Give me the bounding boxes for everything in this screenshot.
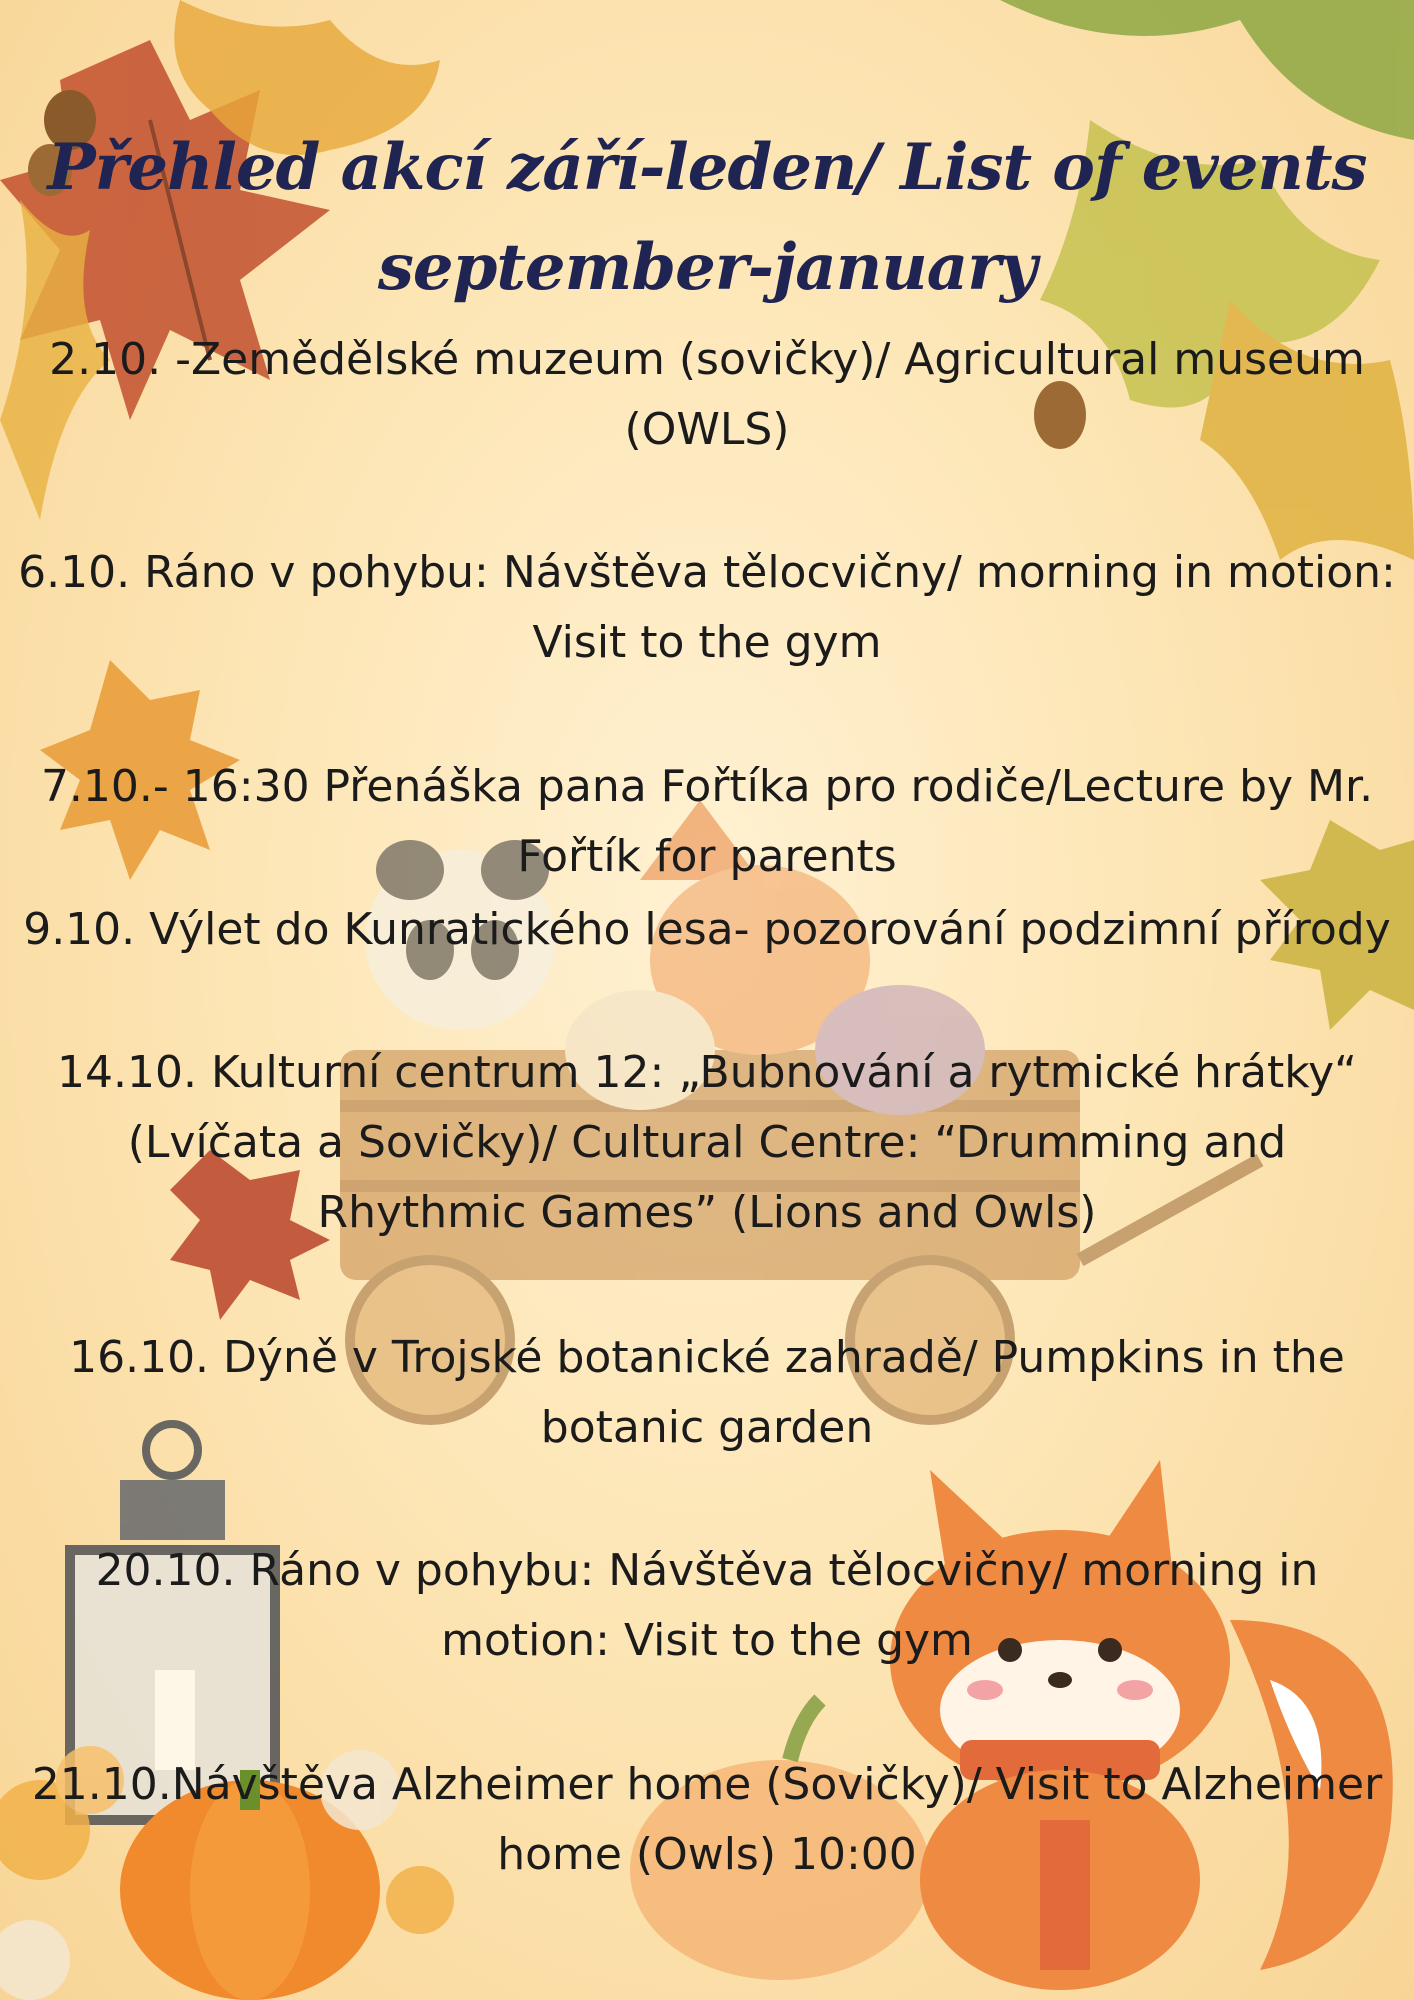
event-item — [10, 1038, 1404, 1248]
event-text: (Lvíčata a Sovičky)/ Cultural Centre: “Drumming and — [127, 1117, 1287, 1168]
event-text: 9.10. Výlet do Kunratického lesa- pozorování podzimní přírody — [23, 904, 1391, 955]
event-text: home (Owls) 10:00 — [497, 1829, 917, 1880]
event-text: 21.10.Návštěva Alzheimer home (Sovičky)/ Visit to Alzheimer — [31, 1759, 1383, 1810]
title-line-2: september-january — [377, 230, 1037, 305]
event-text: 6.10. Ráno v pohybu: Návštěva tělocvičny/ morning in motion: — [18, 547, 1396, 598]
event-text: Rhythmic Games” (Lions and Owls) — [317, 1187, 1097, 1238]
event-text: botanic garden — [540, 1402, 874, 1453]
event-item — [10, 1323, 1404, 1463]
event-item — [10, 1536, 1404, 1676]
event-item — [10, 538, 1404, 678]
event-text: Fořtík for parents — [517, 831, 897, 882]
event-item — [10, 752, 1404, 892]
title-line-1: Přehled akcí září-leden/ List of events — [47, 130, 1367, 205]
event-item — [10, 1750, 1404, 1890]
event-text: 16.10. Dýně v Trojské botanické zahradě/ Pumpkins in the — [69, 1332, 1345, 1383]
event-item — [10, 325, 1404, 465]
page-title — [0, 118, 1414, 318]
event-text: motion: Visit to the gym — [441, 1615, 973, 1666]
event-item — [10, 895, 1404, 965]
event-text: 20.10. Ráno v pohybu: Návštěva tělocvičny/ morning in — [95, 1545, 1319, 1596]
event-text: 7.10.- 16:30 Přenáška pana Fořtíka pro rodiče/Lecture by Mr. — [40, 761, 1374, 812]
event-text: 2.10. -Zemědělské muzeum (sovičky)/ Agricultural museum — [49, 334, 1365, 385]
event-text: Visit to the gym — [532, 617, 882, 668]
event-text: (OWLS) — [624, 404, 790, 455]
event-text: 14.10. Kulturní centrum 12: „Bubnování a rytmické hrátky“ — [57, 1047, 1357, 1098]
